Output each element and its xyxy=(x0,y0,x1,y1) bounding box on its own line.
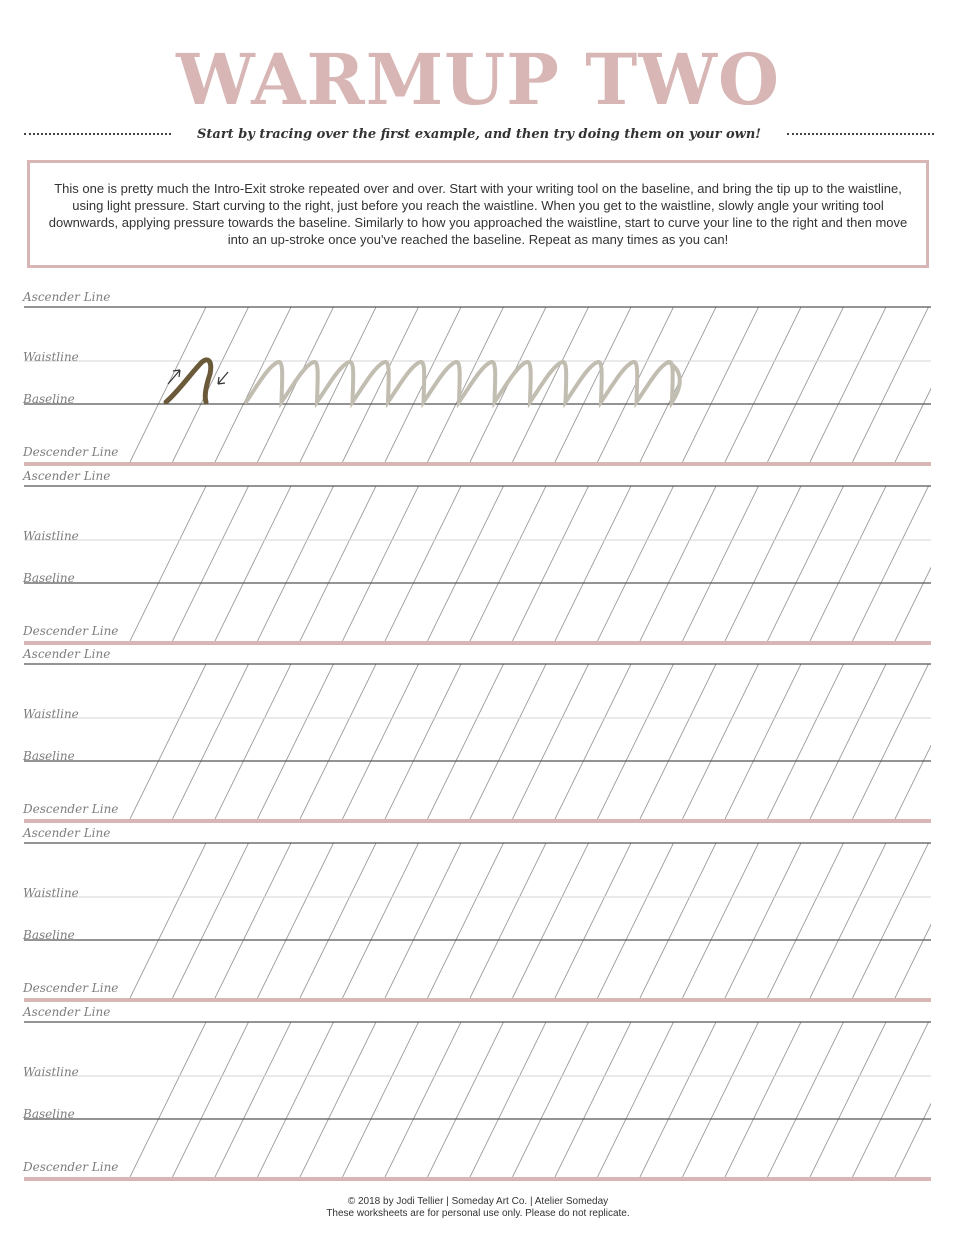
slant-guide-line xyxy=(258,486,334,641)
slant-guide-line xyxy=(385,843,461,998)
footer xyxy=(0,1196,956,1220)
slant-guide-line xyxy=(810,486,886,641)
slant-guide-line xyxy=(173,664,249,819)
ascender-line-label: Ascender Line xyxy=(23,826,111,840)
slant-guide-line xyxy=(215,664,291,819)
slant-guide-line xyxy=(385,1022,461,1177)
slant-guide-line xyxy=(300,843,376,998)
slant-guide-line xyxy=(258,843,334,998)
slant-guide-line xyxy=(640,486,716,641)
waistline-label: Waistline xyxy=(23,1065,79,1079)
slant-guide-line xyxy=(300,664,376,819)
descender-line xyxy=(24,462,931,466)
slant-guide-line xyxy=(725,1022,801,1177)
slant-guide-line xyxy=(938,486,956,641)
slant-guide-line xyxy=(470,486,546,641)
slant-guide-line xyxy=(640,1022,716,1177)
slant-guide-line xyxy=(428,843,504,998)
descender-line-label: Descender Line xyxy=(23,981,119,995)
descender-line xyxy=(24,641,931,645)
slant-guide-line xyxy=(428,664,504,819)
slant-guide-line xyxy=(130,843,206,998)
slant-guide-line xyxy=(683,664,759,819)
slant-guide-line xyxy=(725,664,801,819)
slant-guide-line xyxy=(853,664,929,819)
slant-guide-line xyxy=(938,1022,956,1177)
slant-guide-line xyxy=(853,843,929,998)
slant-guide-line xyxy=(555,486,631,641)
descender-line xyxy=(24,819,931,823)
slant-guide-line xyxy=(725,486,801,641)
slant-guide-line xyxy=(683,1022,759,1177)
slant-guide-line xyxy=(555,1022,631,1177)
ascender-line-label: Ascender Line xyxy=(23,647,111,661)
slant-guide-line xyxy=(598,843,674,998)
slant-guide-line xyxy=(683,843,759,998)
slant-guide-line xyxy=(343,664,419,819)
waistline-label: Waistline xyxy=(23,529,79,543)
slant-guide-line xyxy=(683,307,759,462)
slant-guides xyxy=(130,1022,956,1177)
slant-guide-line xyxy=(810,1022,886,1177)
slant-guide-line xyxy=(428,1022,504,1177)
slant-guide-line xyxy=(768,307,844,462)
slant-guide-line xyxy=(300,486,376,641)
slant-guides xyxy=(130,486,956,641)
slant-guide-line xyxy=(938,307,956,462)
slant-guide-line xyxy=(343,1022,419,1177)
slant-guide-line xyxy=(725,843,801,998)
slant-guide-line xyxy=(598,1022,674,1177)
slant-guide-line xyxy=(768,843,844,998)
arrow-down-icon xyxy=(218,372,228,384)
slant-guide-line xyxy=(555,843,631,998)
slant-guide-line xyxy=(385,664,461,819)
slant-guide-line xyxy=(853,307,929,462)
slant-guide-line xyxy=(513,843,589,998)
slant-guide-line xyxy=(470,1022,546,1177)
trace-strokes xyxy=(246,362,680,402)
footer-usage-note: These worksheets are for personal use only. Please do not replicate. xyxy=(326,1208,630,1219)
descender-line xyxy=(24,998,931,1002)
instructions-box: This one is pretty much the Intro-Exit stroke repeated over and over. Start with your writing tool on the baseline, and bring the tip up to the waistline, using light pressure. Start curving to the right, just before you reach the waistline. When you get to the waistline, slowly angle your writing tool downwards, applying pressure towards the baseline. Similarly to how you approached the waistline, start to curve your line to the right and then move into an up-stroke once you've reached the baseline. Repeat as many times as you can! xyxy=(27,160,929,268)
slant-guide-line xyxy=(130,664,206,819)
slant-guide-line xyxy=(215,1022,291,1177)
baseline-label: Baseline xyxy=(23,1107,75,1121)
slant-guide-line xyxy=(895,1022,956,1177)
slant-guide-line xyxy=(173,1022,249,1177)
slant-guide-line xyxy=(173,486,249,641)
slant-guide-line xyxy=(470,664,546,819)
descender-line-label: Descender Line xyxy=(23,624,119,638)
waistline-label: Waistline xyxy=(23,886,79,900)
slant-guide-line xyxy=(853,1022,929,1177)
baseline-label: Baseline xyxy=(23,928,75,942)
descender-line-label: Descender Line xyxy=(23,802,119,816)
slant-guides xyxy=(130,843,956,998)
slant-guide-line xyxy=(768,664,844,819)
slant-guide-line xyxy=(428,307,504,462)
waistline-label: Waistline xyxy=(23,350,79,364)
slant-guide-line xyxy=(300,1022,376,1177)
slant-guide-line xyxy=(470,843,546,998)
slant-guide-line xyxy=(130,307,206,462)
slant-guide-line xyxy=(598,664,674,819)
waistline-label: Waistline xyxy=(23,707,79,721)
baseline-label: Baseline xyxy=(23,749,75,763)
baseline-label: Baseline xyxy=(23,571,75,585)
slant-guide-line xyxy=(215,307,291,462)
slant-guide-line xyxy=(895,843,956,998)
ascender-line-label: Ascender Line xyxy=(23,290,111,304)
slant-guide-line xyxy=(343,486,419,641)
slant-guide-line xyxy=(598,486,674,641)
slant-guide-line xyxy=(640,664,716,819)
slant-guide-line xyxy=(683,486,759,641)
slant-guide-line xyxy=(513,486,589,641)
page-title: WARMUP TWO xyxy=(176,38,780,121)
slant-guide-line xyxy=(938,664,956,819)
slant-guide-line xyxy=(258,1022,334,1177)
slant-guide-line xyxy=(810,843,886,998)
slant-guide-line xyxy=(258,664,334,819)
slant-guide-line xyxy=(895,664,956,819)
slant-guide-line xyxy=(385,486,461,641)
slant-guide-line xyxy=(895,486,956,641)
slant-guide-line xyxy=(428,486,504,641)
slant-guide-line xyxy=(853,486,929,641)
slant-guide-line xyxy=(768,1022,844,1177)
slant-guide-line xyxy=(895,307,956,462)
subtitle: Start by tracing over the first example, and then try doing them on your own! xyxy=(197,126,762,142)
slant-guide-line xyxy=(130,1022,206,1177)
slant-guide-line xyxy=(810,307,886,462)
slant-guide-line xyxy=(513,1022,589,1177)
descender-line-label: Descender Line xyxy=(23,1160,119,1174)
slant-guide-line xyxy=(173,843,249,998)
slant-guides xyxy=(130,664,956,819)
footer-copyright: © 2018 by Jodi Tellier | Someday Art Co. | Atelier Someday xyxy=(347,1196,609,1207)
slant-guide-line xyxy=(555,664,631,819)
slant-guide-line xyxy=(215,486,291,641)
baseline-label: Baseline xyxy=(23,392,75,406)
ascender-line-label: Ascender Line xyxy=(23,1005,111,1019)
descender-line xyxy=(24,1177,931,1181)
slant-guide-line xyxy=(938,843,956,998)
slant-guide-line xyxy=(130,486,206,641)
slant-guide-line xyxy=(513,664,589,819)
slant-guide-line xyxy=(810,664,886,819)
ascender-line-label: Ascender Line xyxy=(23,469,111,483)
example-stroke xyxy=(166,360,211,402)
slant-guide-line xyxy=(725,307,801,462)
slant-guide-line xyxy=(768,486,844,641)
slant-guide-line xyxy=(640,843,716,998)
slant-guide-line xyxy=(343,843,419,998)
descender-line-label: Descender Line xyxy=(23,445,119,459)
slant-guide-line xyxy=(215,843,291,998)
